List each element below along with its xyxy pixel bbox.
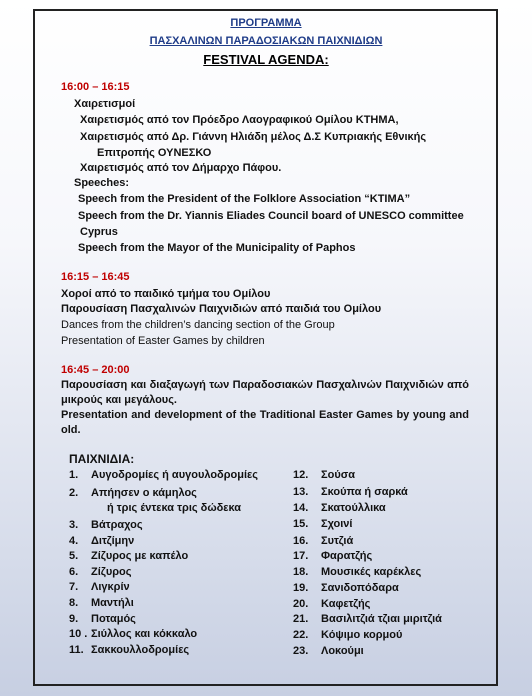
game-item-right	[293, 535, 353, 547]
game-name: Καφετζής	[321, 598, 371, 610]
game-number: 13.	[293, 486, 309, 498]
game-number: 1.	[69, 469, 79, 481]
game-name: Λοκούμι	[321, 645, 364, 657]
game-number: 4.	[69, 535, 79, 547]
game-number: 3.	[69, 519, 79, 531]
s1-en-line-1: Speech from the President of the Folklore Association “KTIMA”	[78, 193, 411, 205]
game-item-left	[69, 502, 241, 514]
game-number: 20.	[293, 598, 309, 610]
game-item-left	[69, 519, 143, 531]
game-item-right	[293, 582, 399, 594]
game-name: Ζίζυρος	[91, 566, 132, 578]
game-item-left	[69, 581, 130, 593]
game-number: 12.	[293, 469, 309, 481]
game-item-right	[293, 598, 370, 610]
game-name: Βασιλιτζιά τζιαι μιριτζιά	[321, 613, 442, 625]
game-number: 2.	[69, 487, 79, 499]
s3-en-paragraph: Presentation and development of the Traditional Easter Games by young and old.	[61, 409, 469, 436]
s1-gr-line-2: Χαιρετισμός από Δρ. Γιάννη Ηλιάδη μέλος Δ.Σ Κυπριακής Εθνικής	[80, 131, 427, 143]
game-name: Σακκουλλοδρομίες	[91, 644, 190, 656]
s1-gr-line-2b: Επιτροπής ΟΥΝΕΣΚΟ	[97, 147, 212, 159]
game-name: Φαρατζής	[321, 550, 373, 562]
game-number: 5.	[69, 550, 79, 562]
game-name: Ζίζυρος με καπέλο	[91, 550, 189, 562]
game-item-left	[69, 613, 136, 625]
game-number: 22.	[293, 629, 309, 641]
game-name: ή τρις έντεκα τρις δώδεκα	[107, 502, 242, 514]
game-name: Απήησεν ο κάμηλος	[91, 487, 197, 499]
game-item-right	[293, 613, 442, 625]
games-heading: ΠΑΙΧΝΙΔΙΑ:	[69, 452, 135, 466]
s2-en-line-1: Dances from the children’s dancing section of the Group	[61, 319, 335, 331]
game-item-right	[293, 550, 372, 562]
game-name: Σκατούλλικα	[321, 502, 386, 514]
game-item-right	[293, 486, 408, 498]
game-number: 6.	[69, 566, 79, 578]
s3-time: 16:45 – 20:00	[61, 364, 130, 376]
game-name: Βάτραχος	[91, 519, 143, 531]
title-greek-line-1: ΠΡΟΓΡΑΜΜΑ	[230, 17, 302, 29]
game-item-right	[293, 502, 386, 514]
game-item-left	[69, 597, 134, 609]
s1-en-line-3: Speech from the Mayor of the Municipality of Paphos	[78, 242, 356, 254]
game-item-right	[293, 629, 402, 641]
game-name: Σιύλλος και κόκκαλο	[91, 628, 198, 640]
game-name: Σχοινί	[321, 518, 353, 530]
game-number: 7.	[69, 581, 79, 593]
game-name: Κόψιμο κορμού	[321, 629, 403, 641]
game-number: 9.	[69, 613, 79, 625]
game-item-right	[293, 645, 364, 657]
s1-en-head: Speeches:	[74, 177, 130, 189]
s2-time: 16:15 – 16:45	[61, 271, 130, 283]
game-number: 11.	[69, 644, 84, 656]
s2-en-line-2: Presentation of Easter Games by children	[61, 335, 265, 347]
s1-gr-head: Χαιρετισμοί	[74, 98, 136, 110]
game-item-right	[293, 566, 421, 578]
title-greek-line-2: ΠΑΣΧΑΛΙΝΩΝ ΠΑΡΑΔΟΣΙΑΚΩΝ ΠΑΙΧΝΙΔΙΩΝ	[149, 35, 383, 47]
game-number: 10 .	[69, 628, 88, 640]
game-number: 16.	[293, 535, 309, 547]
s1-en-line-2b: Cyprus	[80, 226, 118, 238]
game-item-left	[69, 644, 189, 656]
s2-gr-line-2: Παρουσίαση Πασχαλινών Παιχνιδιών από παιδιά του Ομίλου	[61, 303, 382, 315]
game-name: Μουσικές καρέκλες	[321, 566, 422, 578]
game-number: 19.	[293, 582, 309, 594]
game-number: 18.	[293, 566, 309, 578]
game-item-right	[293, 518, 353, 530]
game-name: Συτζιά	[321, 535, 354, 547]
game-name: Αυγοδρομίες ή αυγουλοδρομίες	[91, 469, 258, 481]
game-number: 15.	[293, 518, 309, 530]
s1-en-line-2: Speech from the Dr. Yiannis Eliades Council board of UNESCO committee	[78, 210, 464, 222]
game-name: Σκούπα ή σαρκά	[321, 486, 408, 498]
game-number: 23.	[293, 645, 309, 657]
game-item-left	[69, 628, 197, 640]
s2-gr-line-1: Χοροί από το παιδικό τμήμα του Ομίλου	[61, 288, 271, 300]
game-name: Διτζίμην	[91, 535, 135, 547]
game-item-right	[293, 469, 355, 481]
s1-gr-line-3: Χαιρετισμός από τον Δήμαρχο Πάφου.	[80, 162, 282, 174]
game-item-left	[69, 487, 197, 499]
game-name: Ποταμός	[91, 613, 136, 625]
s3-gr-paragraph: Παρουσίαση και διαξαγωγή των Παραδοσιακών Πασχαλινών Παιχνιδιών από μικρούς και μεγάλους.	[61, 379, 469, 406]
game-name: Λιγκρίν	[91, 581, 130, 593]
s1-time: 16:00 – 16:15	[61, 81, 130, 93]
s1-gr-line-1: Χαιρετισμός από τον Πρόεδρο Λαογραφικού Ομίλου ΚΤΗΜΑ,	[80, 114, 399, 126]
game-name: Σούσα	[321, 469, 356, 481]
game-number: 14.	[293, 502, 309, 514]
title-english: FESTIVAL AGENDA:	[203, 52, 329, 67]
game-item-left	[69, 469, 258, 481]
game-number: 17.	[293, 550, 309, 562]
game-name: Σανιδοπόδαρα	[321, 582, 399, 594]
game-number: 8.	[69, 597, 79, 609]
game-item-left	[69, 535, 134, 547]
game-item-left	[69, 550, 188, 562]
game-item-left	[69, 566, 132, 578]
game-number: 21.	[293, 613, 309, 625]
game-name: Μαντήλι	[91, 597, 134, 609]
